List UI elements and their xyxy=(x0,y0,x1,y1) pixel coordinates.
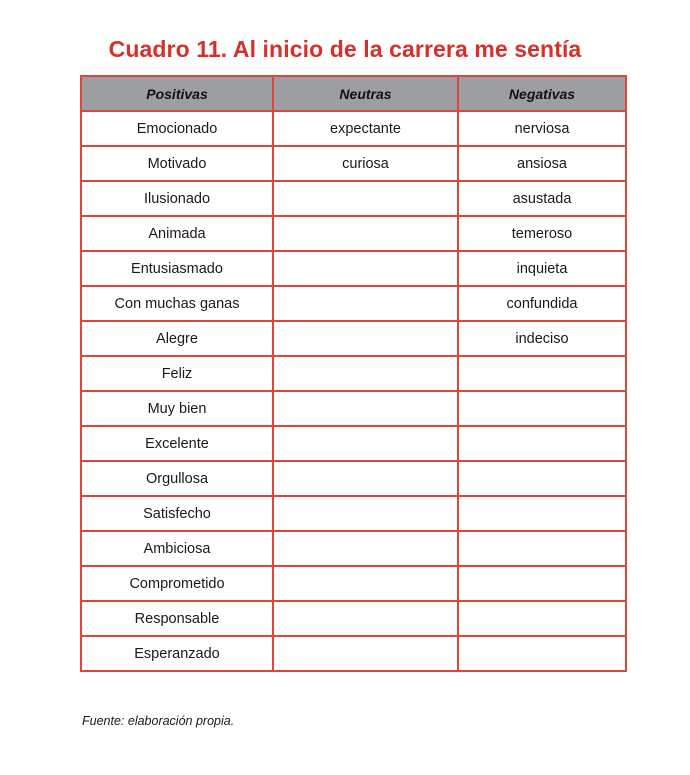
neutras-cell xyxy=(273,426,458,461)
positivas-cell: Esperanzado xyxy=(81,636,273,671)
neutras-cell xyxy=(273,321,458,356)
positivas-cell: Motivado xyxy=(81,146,273,181)
neutras-cell xyxy=(273,566,458,601)
negativas-cell: ansiosa xyxy=(458,146,626,181)
negativas-cell: inquieta xyxy=(458,251,626,286)
neutras-cell xyxy=(273,601,458,636)
positivas-cell: Animada xyxy=(81,216,273,251)
negativas-cell xyxy=(458,461,626,496)
negativas-cell xyxy=(458,391,626,426)
table-row xyxy=(81,391,626,426)
neutras-cell: curiosa xyxy=(273,146,458,181)
neutras-cell xyxy=(273,286,458,321)
negativas-cell xyxy=(458,566,626,601)
positivas-cell: Ambiciosa xyxy=(81,531,273,566)
table-row xyxy=(81,601,626,636)
neutras-cell xyxy=(273,636,458,671)
neutras-cell xyxy=(273,356,458,391)
table-row xyxy=(81,531,626,566)
neutras-cell xyxy=(273,251,458,286)
negativas-cell: asustada xyxy=(458,181,626,216)
table-row xyxy=(81,566,626,601)
negativas-cell xyxy=(458,601,626,636)
negativas-cell: indeciso xyxy=(458,321,626,356)
table-row xyxy=(81,426,626,461)
table-row xyxy=(81,461,626,496)
neutras-cell xyxy=(273,391,458,426)
table-row xyxy=(81,286,626,321)
table-row xyxy=(81,636,626,671)
neutras-cell: expectante xyxy=(273,111,458,146)
positivas-cell: Excelente xyxy=(81,426,273,461)
positivas-cell: Muy bien xyxy=(81,391,273,426)
table-row xyxy=(81,496,626,531)
positivas-cell: Emocionado xyxy=(81,111,273,146)
negativas-cell: confundida xyxy=(458,286,626,321)
positivas-cell: Comprometido xyxy=(81,566,273,601)
positivas-cell: Entusiasmado xyxy=(81,251,273,286)
negativas-cell: nerviosa xyxy=(458,111,626,146)
negativas-cell xyxy=(458,531,626,566)
negativas-cell: temeroso xyxy=(458,216,626,251)
header-neutras: Neutras xyxy=(273,76,458,111)
neutras-cell xyxy=(273,181,458,216)
header-negativas: Negativas xyxy=(458,76,626,111)
neutras-cell xyxy=(273,461,458,496)
table-row xyxy=(81,111,626,146)
neutras-cell xyxy=(273,496,458,531)
table-row xyxy=(81,216,626,251)
neutras-cell xyxy=(273,216,458,251)
positivas-cell: Satisfecho xyxy=(81,496,273,531)
positivas-cell: Feliz xyxy=(81,356,273,391)
negativas-cell xyxy=(458,356,626,391)
table-row xyxy=(81,251,626,286)
positivas-cell: Orgullosa xyxy=(81,461,273,496)
source-note: Fuente: elaboración propia. xyxy=(82,714,235,728)
table-title: Cuadro 11. Al inicio de la carrera me sentía xyxy=(108,36,582,62)
negativas-cell xyxy=(458,426,626,461)
header-positivas: Positivas xyxy=(81,76,273,111)
positivas-cell: Alegre xyxy=(81,321,273,356)
table-row xyxy=(81,181,626,216)
positivas-cell: Ilusionado xyxy=(81,181,273,216)
positivas-cell: Responsable xyxy=(81,601,273,636)
positivas-cell: Con muchas ganas xyxy=(81,286,273,321)
negativas-cell xyxy=(458,496,626,531)
table-row xyxy=(81,146,626,181)
neutras-cell xyxy=(273,531,458,566)
table-row xyxy=(81,321,626,356)
header-row xyxy=(81,76,626,111)
negativas-cell xyxy=(458,636,626,671)
table-row xyxy=(81,356,626,391)
feelings-table xyxy=(80,75,627,672)
